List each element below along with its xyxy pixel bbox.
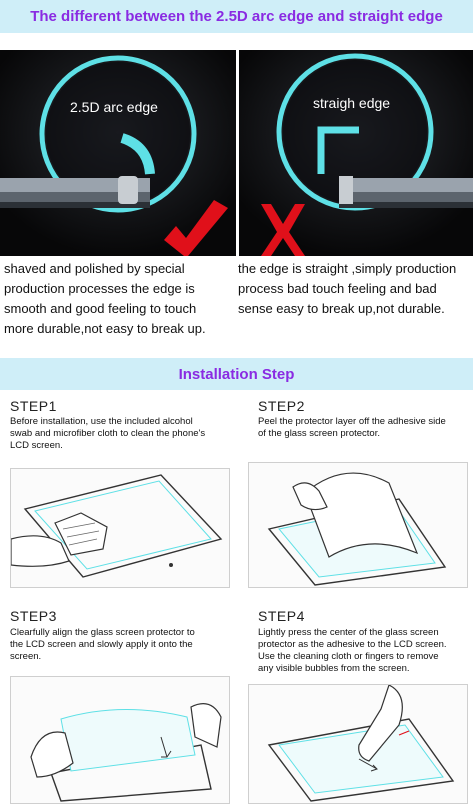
desc-line: production processes the edge is <box>4 281 195 296</box>
straight-edge-label: straigh edge <box>313 95 391 111</box>
straight-edge-description <box>238 259 470 319</box>
arc-edge-label: 2.5D arc edge <box>70 99 158 115</box>
straight-edge-illustration <box>239 50 473 256</box>
step1-text <box>10 416 205 452</box>
step-line: any visible bubbles from the screen. <box>258 663 410 674</box>
arc-edge-photo <box>0 50 236 256</box>
step3-text <box>10 627 195 663</box>
step-line: Use the cleaning cloth or fingers to remove <box>258 651 439 662</box>
step-line: swab and microfiber cloth to clean the phone's <box>10 428 206 439</box>
step2-text <box>258 416 446 440</box>
desc-line: more durable,not easy to break up. <box>4 321 206 336</box>
step-line: screen. <box>10 651 42 662</box>
step4-illustration <box>248 684 468 804</box>
step2-title: STEP2 <box>258 398 305 414</box>
step-line: the LCD screen and slowly apply it onto the <box>10 639 193 650</box>
installation-banner <box>0 358 473 390</box>
step-line: protector as the adhesive to the LCD screen. <box>258 639 447 650</box>
step4-title: STEP4 <box>258 608 305 624</box>
straight-edge-photo <box>239 50 473 256</box>
desc-line: smooth and good feeling to touch <box>4 301 197 316</box>
desc-line: sense easy to break up,not durable. <box>238 301 445 316</box>
step4-text <box>258 627 447 675</box>
step-line: Clearfully align the glass screen protector to <box>10 627 195 638</box>
step-line: of the glass screen protector. <box>258 428 380 439</box>
step2-illustration <box>248 462 468 588</box>
step-line: Peel the protector layer off the adhesive side <box>258 416 446 427</box>
desc-line: shaved and polished by special <box>4 261 185 276</box>
step3-title: STEP3 <box>10 608 57 624</box>
comparison-title: The different between the 2.5D arc edge and straight edge <box>30 8 443 25</box>
top-banner <box>0 0 473 33</box>
step3-illustration <box>10 676 230 804</box>
arc-edge-description <box>4 259 234 339</box>
desc-line: the edge is straight ,simply production <box>238 261 457 276</box>
step-line: Before installation, use the included alcohol <box>10 416 193 427</box>
arc-edge-illustration <box>0 50 236 256</box>
step-line: Lightly press the center of the glass screen <box>258 627 439 638</box>
step1-title: STEP1 <box>10 398 57 414</box>
desc-line: process bad touch feeling and bad <box>238 281 437 296</box>
step1-illustration <box>10 468 230 588</box>
step-line: LCD screen. <box>10 440 63 451</box>
installation-title: Installation Step <box>178 365 295 383</box>
